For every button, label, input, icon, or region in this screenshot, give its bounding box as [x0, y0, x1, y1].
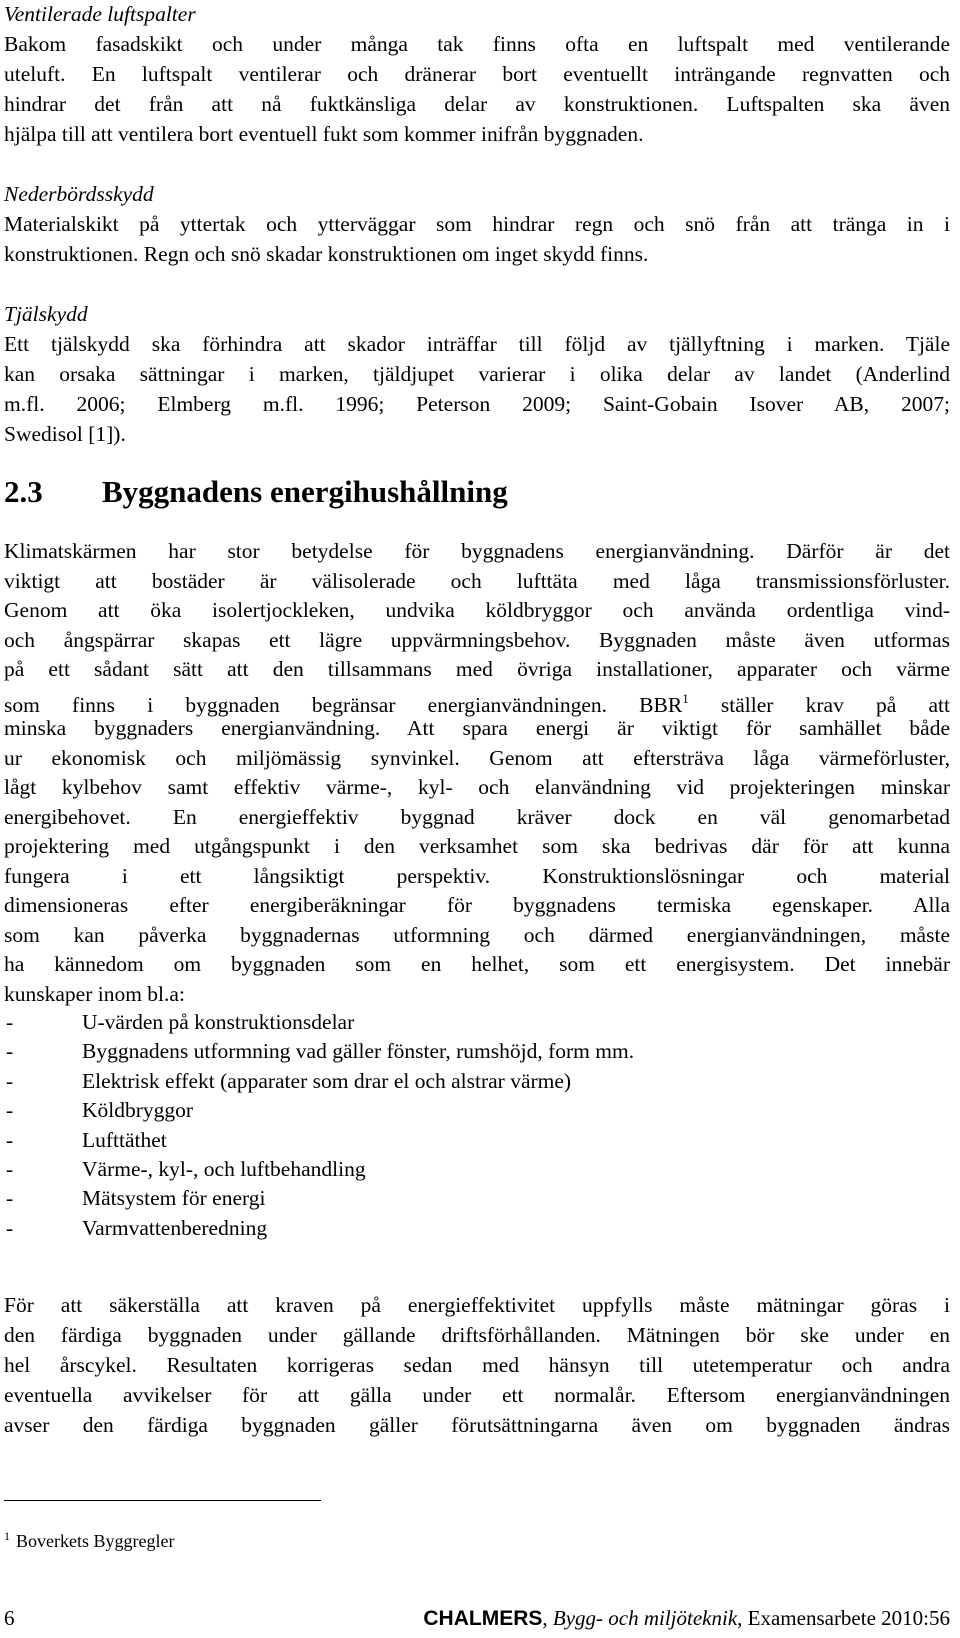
- section-heading: [4, 474, 508, 510]
- section-number: 2.3: [4, 474, 43, 509]
- paragraph-line: avser den färdiga byggnaden gäller förutsättningarna även om byggnaden ändras: [4, 1413, 950, 1437]
- paragraph-line: Swedisol [1]).: [4, 422, 126, 446]
- footer-brand: CHALMERS: [423, 1607, 543, 1630]
- page-number: 6: [4, 1606, 15, 1630]
- paragraph-line: konstruktionen. Regn och snö skadar konstruktionen om inget skydd finns.: [4, 242, 649, 266]
- paragraph-line: eventuella avvikelser för att gälla under ett normalår. Eftersom energianvändningen: [4, 1383, 950, 1407]
- paragraph-line: och ångspärrar skapas ett lägre uppvärmningsbehov. Byggnaden måste även utformas: [4, 627, 950, 652]
- paragraph-line: Ett tjälskydd ska förhindra att skador inträffar till följd av tjällyftning i marken. Tjäle: [4, 332, 950, 356]
- list-item: - Byggnadens utformning vad gäller fönster, rumshöjd, form mm.: [6, 1039, 635, 1064]
- footnote: [4, 1524, 174, 1553]
- footer-source: CHALMERS, Bygg- och miljöteknik, Examensarbete 2010:56: [423, 1606, 950, 1630]
- paragraph-line: fungera i ett långsiktigt perspektiv. Konstruktionslösningar och material: [4, 863, 950, 888]
- footer-department: Bygg- och miljöteknik: [552, 1606, 738, 1630]
- list-item: - Lufttäthet: [6, 1127, 167, 1152]
- list-item: - Varmvattenberedning: [6, 1215, 268, 1240]
- paragraph-line: lågt kylbehov samt effektiv värme-, kyl- och elanvändning vid projekteringen minskar: [4, 775, 950, 799]
- paragraph-line: Klimatskärmen har stor betydelse för byggnadens energianvändning. Därför är det: [4, 539, 950, 563]
- paragraph-line: energibehovet. En energieffektiv byggnad kräver dock en väl genomarbetad: [4, 804, 950, 829]
- paragraph-line: minska byggnaders energianvändning. Att spara energi är viktigt för samhället både: [4, 716, 950, 740]
- list-item: - Mätsystem för energi: [6, 1186, 266, 1211]
- paragraph-line: på ett sådant sätt att den tillsammans med övriga installationer, apparater och värme: [4, 657, 950, 681]
- bbr-text: som finns i byggnaden begränsar energianvändningen. BBR: [4, 692, 683, 717]
- paragraph-line: Bakom fasadskikt och under många tak finns ofta en luftspalt med ventilerande: [4, 32, 950, 56]
- paragraph-line: uteluft. En luftspalt ventilerar och dränerar bort eventuellt inträngande regnvatten och: [4, 62, 950, 86]
- subheading-tjalskydd: Tjälskydd: [4, 302, 88, 326]
- paragraph-line: dimensioneras efter energiberäkningar för byggnadens termiska egenskaper. Alla: [4, 893, 950, 917]
- list-item: - U-värden på konstruktionsdelar: [6, 1010, 355, 1034]
- paragraph-line: hindrar det från att nå fuktkänsliga delar av konstruktionen. Luftspalten ska även: [4, 92, 950, 116]
- knowledge-list: [4, 1008, 634, 1243]
- paragraph-line: hjälpa till att ventilera bort eventuell fukt som kommer inifrån byggnaden.: [4, 122, 644, 146]
- paragraph-line: Genom att öka isolertjockleken, undvika köldbryggor och använda ordentliga vind-: [4, 598, 950, 622]
- subheading-nederbord: Nederbördsskydd: [4, 182, 154, 206]
- subheading-ventilerade: Ventilerade luftspalter: [4, 2, 196, 26]
- paragraph-line: hel årscykel. Resultaten korrigeras sedan med hänsyn till utetemperatur och andra: [4, 1353, 950, 1377]
- bbr-text-after: ställer krav på att: [688, 692, 950, 717]
- paragraph-line: Materialskikt på yttertak och ytterväggar som hindrar regn och snö från att tränga in i: [4, 212, 950, 236]
- footnote-marker: 1: [682, 690, 689, 706]
- paragraph-line: viktigt att bostäder är välisolerade och lufttäta med låga transmissionsförluster.: [4, 568, 950, 593]
- paragraph-line: För att säkerställa att kraven på energieffektivitet uppfylls måste mätningar göras i: [4, 1293, 950, 1317]
- paragraph-line: som kan påverka byggnadernas utformning och därmed energianvändningen, måste: [4, 922, 950, 947]
- list-item: - Köldbryggor: [6, 1098, 194, 1123]
- footnote-text: Boverkets Byggregler: [16, 1531, 175, 1551]
- paragraph-line: ha kännedom om byggnaden som en helhet, som ett energisystem. Det innebär: [4, 952, 950, 976]
- footnote-number: 1: [4, 1529, 10, 1543]
- paragraph-line: ur ekonomisk och miljömässig synvinkel. Genom att eftersträva låga värmeförluster,: [4, 745, 950, 770]
- list-item: - Elektrisk effekt (apparater som drar el och alstrar värme): [6, 1068, 572, 1093]
- paragraph-line: kunskaper inom bl.a:: [4, 981, 185, 1006]
- paragraph-line: kan orsaka sättningar i marken, tjäldjupet varierar i olika delar av landet (Anderlind: [4, 362, 950, 386]
- paragraph-line: den färdiga byggnaden under gällande driftsförhållanden. Mätningen bör ske under en: [4, 1323, 950, 1347]
- paragraph-line: projektering med utgångspunkt i den verksamhet som ska bedrivas där för att kunna: [4, 834, 950, 858]
- footer-report: , Examensarbete 2010:56: [737, 1606, 950, 1630]
- list-item: - Värme-, kyl-, och luftbehandling: [6, 1156, 366, 1181]
- section-title: Byggnadens energihushållning: [102, 474, 508, 509]
- footnote-divider: [4, 1500, 321, 1501]
- paragraph-line: m.fl. 2006; Elmberg m.fl. 1996; Peterson 2009; Saint-Gobain Isover AB, 2007;: [4, 392, 950, 416]
